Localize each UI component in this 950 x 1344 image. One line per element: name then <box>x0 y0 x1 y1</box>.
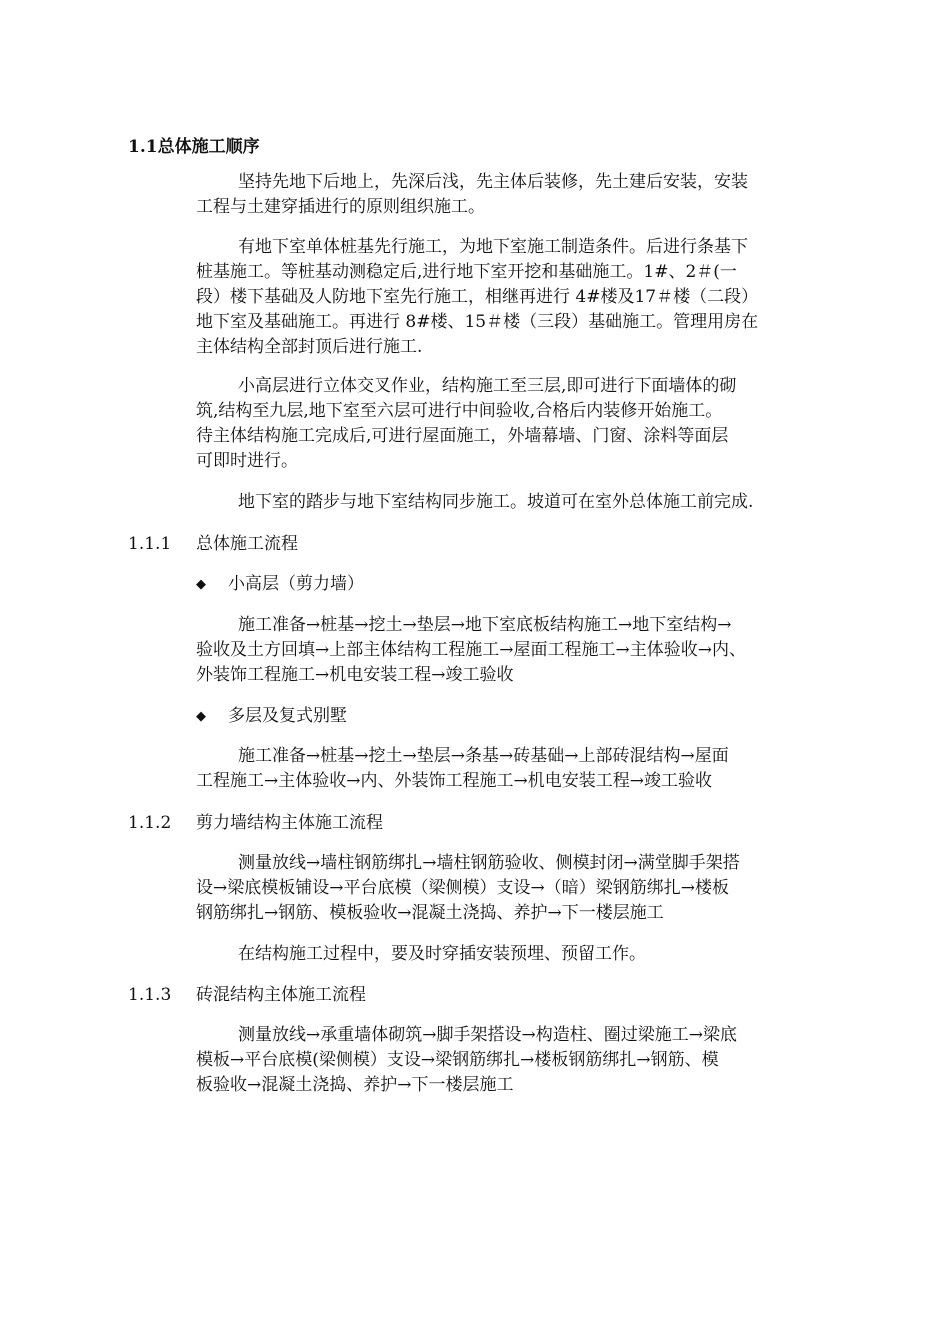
paragraph <box>196 170 826 220</box>
paragraph-line: 有地下室单体桩基先行施工，为地下室施工制造条件。后进行条基下 <box>238 237 748 257</box>
paragraph-line: 验收及土方回填→上部主体结构工程施工→屋面工程施工→主体验收→内、 <box>196 640 746 660</box>
subsection-title: 砖混结构主体施工流程 <box>196 985 366 1005</box>
paragraph <box>196 613 826 688</box>
paragraph-line: 设→梁底模板铺设→平台底模（梁侧模）支设→（暗）梁钢筋绑扎→楼板 <box>196 878 729 898</box>
paragraph-line: 段）楼下基础及人防地下室先行施工，相继再进行 4#楼及17＃楼（二段） <box>196 287 759 307</box>
paragraph-line: 可即时进行。 <box>196 451 298 471</box>
paragraph <box>196 851 826 926</box>
section-heading: 1.1总体施工顺序 <box>128 137 260 157</box>
paragraph-line: 筑,结构至九层,地下室至六层可进行中间验收,合格后内装修开始施工。 <box>196 401 723 421</box>
paragraph-line: 主体结构全部封顶后进行施工. <box>196 337 423 357</box>
subsection-heading <box>128 983 366 1007</box>
paragraph-line: 工程与土建穿插进行的原则组织施工。 <box>196 197 485 217</box>
subsection-heading <box>128 532 298 556</box>
paragraph-line: 小高层进行立体交叉作业，结构施工至三层,即可进行下面墙体的砌 <box>238 376 737 396</box>
subsection-number: 1.1.2 <box>128 813 172 833</box>
paragraph-line: 施工准备→桩基→挖土→垫层→地下室底板结构施工→地下室结构→ <box>238 615 732 635</box>
paragraph-line: 在结构施工过程中，要及时穿插安装预埋、预留工作。 <box>238 944 646 964</box>
paragraph <box>196 942 826 967</box>
paragraph-line: 地下室的踏步与地下室结构同步施工。坡道可在室外总体施工前完成. <box>238 492 754 512</box>
paragraph-line: 工程施工→主体验收→内、外装饰工程施工→机电安装工程→竣工验收 <box>196 771 712 791</box>
diamond-bullet-icon: ◆ <box>196 577 206 592</box>
paragraph <box>196 1023 826 1098</box>
paragraph-line: 测量放线→墙柱钢筋绑扎→墙柱钢筋验收、侧模封闭→满堂脚手架搭 <box>238 853 740 873</box>
bullet-item <box>196 704 347 730</box>
paragraph <box>196 490 826 515</box>
bullet-label: 多层及复式别墅 <box>228 706 347 726</box>
paragraph-line: 钢筋绑扎→钢筋、模板验收→混凝土浇捣、养护→下一楼层施工 <box>196 903 664 923</box>
paragraph-line: 施工准备→桩基→挖土→垫层→条基→砖基础→上部砖混结构→屋面 <box>238 746 729 766</box>
paragraph <box>196 374 826 474</box>
paragraph-line: 桩基施工。等桩基动测稳定后,进行地下室开挖和基础施工。1#、2＃(一 <box>196 262 737 282</box>
subsection-number: 1.1.1 <box>128 534 172 554</box>
paragraph-line: 地下室及基础施工。再进行 8#楼、15＃楼（三段）基础施工。管理用房在 <box>196 312 759 332</box>
paragraph-line: 模板→平台底模(梁侧模）支设→梁钢筋绑扎→楼板钢筋绑扎→钢筋、模 <box>196 1050 719 1070</box>
paragraph-line: 测量放线→承重墙体砌筑→脚手架搭设→构造柱、圈过梁施工→梁底 <box>238 1025 737 1045</box>
subsection-number: 1.1.3 <box>128 985 172 1005</box>
paragraph-line: 板验收→混凝土浇捣、养护→下一楼层施工 <box>196 1075 514 1095</box>
paragraph-line: 待主体结构施工完成后,可进行屋面施工，外墙幕墙、门窗、涂料等面层 <box>196 426 729 446</box>
paragraph-line: 外装饰工程施工→机电安装工程→竣工验收 <box>196 665 514 685</box>
subsection-title: 总体施工流程 <box>196 534 298 554</box>
paragraph <box>196 235 826 360</box>
paragraph-line: 坚持先地下后地上，先深后浅，先主体后装修，先土建后安装，安装 <box>238 172 748 192</box>
subsection-title: 剪力墙结构主体施工流程 <box>196 813 383 833</box>
paragraph <box>196 744 826 794</box>
diamond-bullet-icon: ◆ <box>196 709 206 724</box>
subsection-heading <box>128 811 383 835</box>
bullet-item <box>196 572 364 598</box>
bullet-label: 小高层（剪力墙） <box>228 574 364 594</box>
